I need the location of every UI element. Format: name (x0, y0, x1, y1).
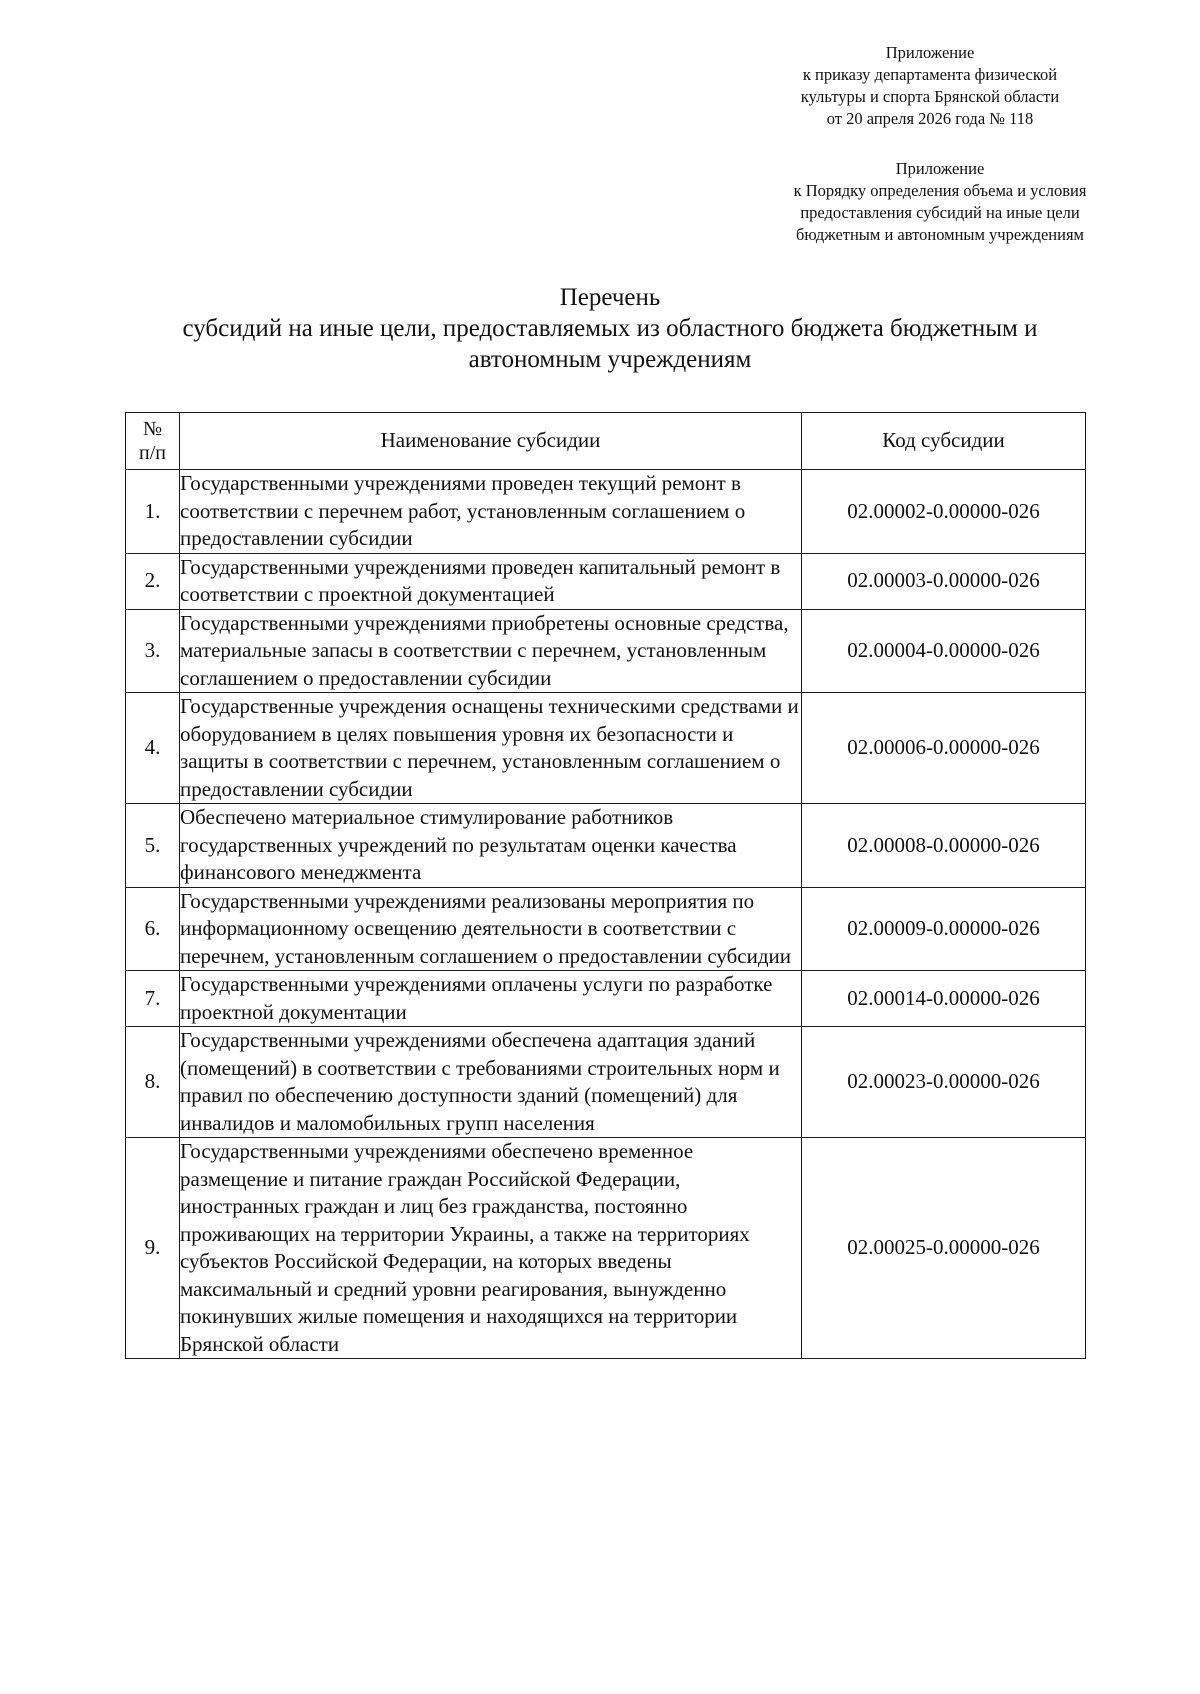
subsidy-code: 02.00008-0.00000-026 (802, 804, 1086, 888)
appendix-line: к Порядку определения объема и условия (793, 181, 1087, 200)
subsidy-name: Обеспечено материальное стимулирование работников государственных учреждений по результатам оценки качества финансового менеджмента (180, 804, 802, 888)
row-number: 2. (126, 553, 180, 609)
subsidy-code: 02.00002-0.00000-026 (802, 470, 1086, 554)
row-number: 5. (126, 804, 180, 888)
appendix-line: Приложение (895, 159, 985, 178)
title-line: субсидий на иные цели, предоставляемых из областного бюджета бюджетным и (182, 315, 1038, 342)
table-row (126, 971, 1086, 1027)
appendix-line: к приказу департамента физической (802, 65, 1058, 84)
table-row (126, 470, 1086, 554)
procedure-appendix-note (740, 158, 1140, 246)
row-number: 6. (126, 887, 180, 971)
row-number: 8. (126, 1027, 180, 1138)
subsidy-code: 02.00023-0.00000-026 (802, 1027, 1086, 1138)
title-line: автономным учреждениям (468, 346, 752, 373)
header-number-symbol: № (142, 418, 163, 440)
subsidy-code: 02.00003-0.00000-026 (802, 553, 1086, 609)
subsidy-code: 02.00025-0.00000-026 (802, 1138, 1086, 1359)
header-number-abbr: п/п (139, 442, 166, 464)
subsidy-name: Государственными учреждениями обеспечено временное размещение и питание граждан Российской Федерации, иностранных граждан и лиц без гражданства, постоянно проживающих на территории Украины, а также на территориях субъектов Российской Федерации, на которых введены максимальный и средний уровни реагирования, вынужденно покинувших жилые помещения и находящихся на территории Брянской области (180, 1138, 802, 1359)
subsidy-name: Государственные учреждения оснащены техническими средствами и оборудованием в целях повышения уровня их безопасности и защиты в соответствии с перечнем, установленным соглашением о предоставлении субсидии (180, 693, 802, 804)
subsidy-name: Государственными учреждениями проведен капитальный ремонт в соответствии с проектной документацией (180, 553, 802, 609)
column-header-name: Наименование субсидии (180, 413, 802, 470)
table-row (126, 1027, 1086, 1138)
table-row (126, 609, 1086, 693)
appendix-line: бюджетным и автономным учреждениям (795, 225, 1084, 244)
subsidy-code: 02.00014-0.00000-026 (802, 971, 1086, 1027)
table-row (126, 553, 1086, 609)
appendix-line: предоставления субсидий на иные цели (800, 203, 1080, 222)
subsidy-name: Государственными учреждениями оплачены услуги по разработке проектной документации (180, 971, 802, 1027)
subsidy-code: 02.00009-0.00000-026 (802, 887, 1086, 971)
column-header-code: Код субсидии (802, 413, 1086, 470)
row-number: 4. (126, 693, 180, 804)
row-number: 9. (126, 1138, 180, 1359)
row-number: 7. (126, 971, 180, 1027)
table-header-row (126, 413, 1086, 470)
table-row (126, 1138, 1086, 1359)
document-title (100, 282, 1120, 375)
table-row (126, 804, 1086, 888)
row-number: 1. (126, 470, 180, 554)
appendix-line: от 20 апреля 2026 года № 118 (826, 109, 1034, 128)
subsidy-name: Государственными учреждениями проведен текущий ремонт в соответствии с перечнем работ, установленным соглашением о предоставлении субсидии (180, 470, 802, 554)
subsidy-code: 02.00004-0.00000-026 (802, 609, 1086, 693)
subsidy-code: 02.00006-0.00000-026 (802, 693, 1086, 804)
subsidy-name: Государственными учреждениями реализованы мероприятия по информационному освещению деятельности в соответствии с перечнем, установленным соглашением о предоставлении субсидии (180, 887, 802, 971)
order-appendix-note (740, 42, 1120, 130)
subsidies-table (125, 412, 1086, 1359)
table-row (126, 693, 1086, 804)
appendix-line: Приложение (885, 43, 975, 62)
subsidy-name: Государственными учреждениями обеспечена адаптация зданий (помещений) в соответствии с требованиями строительных норм и правил по обеспечению доступности зданий (помещений) для инвалидов и маломобильных групп населения (180, 1027, 802, 1138)
title-heading: Перечень (559, 284, 661, 311)
row-number: 3. (126, 609, 180, 693)
subsidy-name: Государственными учреждениями приобретены основные средства, материальные запасы в соответствии с перечнем, установленным соглашением о предоставлении субсидии (180, 609, 802, 693)
appendix-line: культуры и спорта Брянской области (800, 87, 1060, 106)
column-header-number (126, 413, 180, 470)
table-row (126, 887, 1086, 971)
